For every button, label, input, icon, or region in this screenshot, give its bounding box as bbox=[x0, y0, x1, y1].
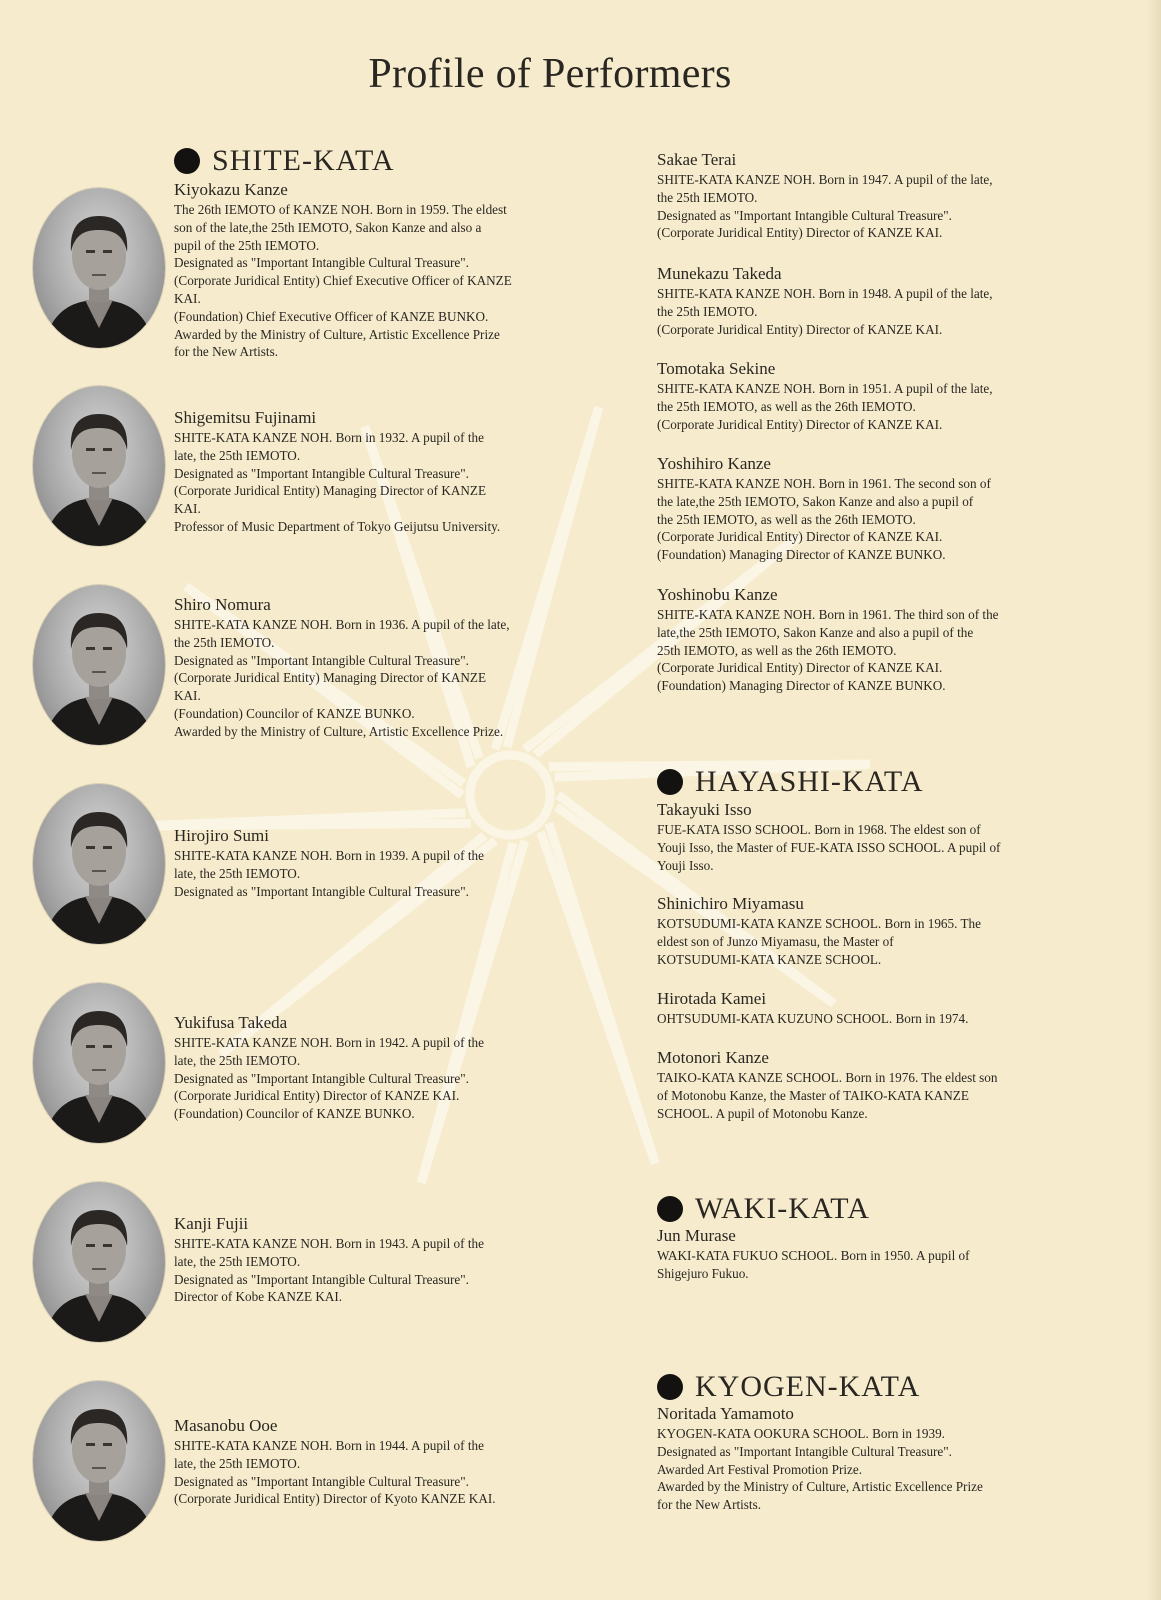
portrait-photo bbox=[33, 784, 165, 944]
performer-name: Takayuki Isso bbox=[657, 800, 752, 819]
performer-name: Shiro Nomura bbox=[174, 595, 271, 614]
performer-name: Tomotaka Sekine bbox=[657, 359, 776, 378]
section-heading-label: SHITE-KATA bbox=[212, 144, 395, 177]
performer-description: TAIKO-KATA KANZE SCHOOL. Born in 1976. The eldest son of Motonobu Kanze, the Master of TAIKO-KATA KANZE SCHOOL. A pupil of Motonobu Kanze. bbox=[657, 1070, 998, 1121]
portrait-photo bbox=[33, 983, 165, 1143]
performer-profile bbox=[657, 454, 1072, 564]
performer-description: SHITE-KATA KANZE NOH. Born in 1947. A pupil of the late, the 25th IEMOTO. Designated as "Important Intangible Cultural Treasure". (Corporate Juridical Entity) Director of KANZE KAI. bbox=[657, 172, 993, 241]
page-edge-shade bbox=[1147, 0, 1161, 1600]
performer-description: The 26th IEMOTO of KANZE NOH. Born in 1959. The eldest son of the late,the 25th IEMOTO, Sakon Kanze and also a pupil of the 25th IEMOTO. Designated as "Important Intangible Cultural Treasure". (Corporate Juridical Entity) Chief Executive Officer of KANZE KAI. (Foundation) Chief Executive Officer of KANZE BUNKO. Awarded by the Ministry of Culture, Artistic Excellence Prize for the New Artists. bbox=[174, 202, 512, 360]
section-heading-label: WAKI-KATA bbox=[695, 1192, 870, 1225]
performer-description: KYOGEN-KATA OOKURA SCHOOL. Born in 1939. Designated as "Important Intangible Cultural Treasure". Awarded Art Festival Promotion Prize. Awarded by the Ministry of Culture, Artistic Excellence Prize for the New Artists. bbox=[657, 1426, 983, 1513]
person-silhouette-icon bbox=[33, 1381, 165, 1541]
performer-name: Kiyokazu Kanze bbox=[174, 180, 288, 199]
performer-profile bbox=[174, 1214, 574, 1306]
filled-circle-icon bbox=[174, 148, 200, 174]
performer-name: Motonori Kanze bbox=[657, 1048, 769, 1067]
person-silhouette-icon bbox=[33, 784, 165, 944]
performer-description: SHITE-KATA KANZE NOH. Born in 1948. A pupil of the late, the 25th IEMOTO. (Corporate Juridical Entity) Director of KANZE KAI. bbox=[657, 286, 993, 337]
performer-name: Shigemitsu Fujinami bbox=[174, 408, 317, 427]
performer-profile bbox=[174, 1013, 574, 1123]
performer-description: SHITE-KATA KANZE NOH. Born in 1961. The second son of the late,the 25th IEMOTO, Sakon Kanze and also a pupil of the 25th IEMOTO, as well as the 26th IEMOTO. (Corporate Juridical Entity) Director of KANZE KAI. (Foundation) Managing Director of KANZE BUNKO. bbox=[657, 476, 991, 563]
performer-description: SHITE-KATA KANZE NOH. Born in 1932. A pupil of the late, the 25th IEMOTO. Designated as "Important Intangible Cultural Treasure". (Corporate Juridical Entity) Managing Director of KANZE KAI. Professor of Music Department of Tokyo Geijutsu University. bbox=[174, 430, 501, 534]
portrait-photo bbox=[33, 1182, 165, 1342]
performer-profile bbox=[174, 826, 574, 900]
performer-name: Kanji Fujii bbox=[174, 1214, 249, 1233]
performer-profile bbox=[657, 585, 1072, 695]
page-title: Profile of Performers bbox=[368, 51, 732, 97]
emblem-arm bbox=[150, 813, 471, 826]
section-heading-kyogen-kata bbox=[657, 1369, 920, 1405]
performer-profile bbox=[657, 264, 1072, 338]
performer-description: OHTSUDUMI-KATA KUZUNO SCHOOL. Born in 1974. bbox=[657, 1011, 969, 1026]
person-silhouette-icon bbox=[33, 585, 165, 745]
section-heading-label: HAYASHI-KATA bbox=[695, 765, 924, 798]
performer-profile bbox=[657, 359, 1072, 433]
performer-profile bbox=[174, 180, 574, 361]
performer-profile bbox=[657, 989, 1072, 1028]
filled-circle-icon bbox=[657, 1196, 683, 1222]
performer-name: Hirojiro Sumi bbox=[174, 826, 269, 845]
performer-profile bbox=[174, 408, 574, 536]
performer-name: Noritada Yamamoto bbox=[657, 1404, 794, 1423]
performer-profile bbox=[657, 1048, 1072, 1122]
portrait-photo bbox=[33, 585, 165, 745]
performer-name: Shinichiro Miyamasu bbox=[657, 894, 804, 913]
performer-profile bbox=[657, 150, 1072, 242]
performer-name: Yoshinobu Kanze bbox=[657, 585, 778, 604]
performer-profile bbox=[174, 595, 574, 741]
performer-profile bbox=[657, 894, 1072, 968]
performer-description: KOTSUDUMI-KATA KANZE SCHOOL. Born in 1965. The eldest son of Junzo Miyamasu, the Master of KOTSUDUMI-KATA KANZE SCHOOL. bbox=[657, 916, 981, 967]
performer-name: Hirotada Kamei bbox=[657, 989, 767, 1008]
performer-profile bbox=[657, 1404, 1072, 1514]
person-silhouette-icon bbox=[33, 188, 165, 348]
section-heading-label: KYOGEN-KATA bbox=[695, 1370, 921, 1403]
person-silhouette-icon bbox=[33, 1182, 165, 1342]
section-heading-waki-kata bbox=[657, 1191, 870, 1227]
performer-description: SHITE-KATA KANZE NOH. Born in 1961. The third son of the late,the 25th IEMOTO, Sakon Kanze and also a pupil of the 25th IEMOTO, as well as the 26th IEMOTO. (Corporate Juridical Entity) Director of KANZE KAI. (Foundation) Managing Director of KANZE BUNKO. bbox=[657, 607, 999, 694]
filled-circle-icon bbox=[657, 1374, 683, 1400]
performer-description: SHITE-KATA KANZE NOH. Born in 1939. A pupil of the late, the 25th IEMOTO. Designated as "Important Intangible Cultural Treasure". bbox=[174, 848, 484, 899]
portrait-photo bbox=[33, 1381, 165, 1541]
performer-profile bbox=[657, 800, 1072, 874]
performer-profile bbox=[657, 1226, 1072, 1283]
performer-name: Masanobu Ooe bbox=[174, 1416, 278, 1435]
performer-description: SHITE-KATA KANZE NOH. Born in 1936. A pupil of the late, the 25th IEMOTO. Designated as "Important Intangible Cultural Treasure". (Corporate Juridical Entity) Managing Director of KANZE KAI. (Foundation) Councilor of KANZE BUNKO. Awarded by the Ministry of Culture, Artistic Excellence Prize. bbox=[174, 617, 510, 739]
performer-description: SHITE-KATA KANZE NOH. Born in 1943. A pupil of the late, the 25th IEMOTO. Designated as "Important Intangible Cultural Treasure". Director of Kobe KANZE KAI. bbox=[174, 1236, 484, 1305]
performer-name: Sakae Terai bbox=[657, 150, 737, 169]
performer-description: SHITE-KATA KANZE NOH. Born in 1951. A pupil of the late, the 25th IEMOTO, as well as the 26th IEMOTO. (Corporate Juridical Entity) Director of KANZE KAI. bbox=[657, 381, 993, 432]
portrait-photo bbox=[33, 188, 165, 348]
performer-description: SHITE-KATA KANZE NOH. Born in 1944. A pupil of the late, the 25th IEMOTO. Designated as "Important Intangible Cultural Treasure". (Corporate Juridical Entity) Director of Kyoto KANZE KAI. bbox=[174, 1438, 496, 1507]
performer-name: Yoshihiro Kanze bbox=[657, 454, 771, 473]
section-heading-hayashi-kata bbox=[657, 764, 924, 800]
section-heading-shite-kata bbox=[174, 143, 395, 179]
performer-name: Jun Murase bbox=[657, 1226, 736, 1245]
performer-name: Yukifusa Takeda bbox=[174, 1013, 288, 1032]
portrait-photo bbox=[33, 386, 165, 546]
performer-name: Munekazu Takeda bbox=[657, 264, 782, 283]
filled-circle-icon bbox=[657, 769, 683, 795]
performer-description: SHITE-KATA KANZE NOH. Born in 1942. A pupil of the late, the 25th IEMOTO. Designated as "Important Intangible Cultural Treasure". (Corporate Juridical Entity) Director of KANZE KAI. (Foundation) Councilor of KANZE BUNKO. bbox=[174, 1035, 484, 1122]
person-silhouette-icon bbox=[33, 386, 165, 546]
performer-profile bbox=[174, 1416, 574, 1508]
performer-description: WAKI-KATA FUKUO SCHOOL. Born in 1950. A pupil of Shigejuro Fukuo. bbox=[657, 1248, 970, 1281]
person-silhouette-icon bbox=[33, 983, 165, 1143]
performer-description: FUE-KATA ISSO SCHOOL. Born in 1968. The eldest son of Youji Isso, the Master of FUE-KATA ISSO SCHOOL. A pupil of Youji Isso. bbox=[657, 822, 1001, 873]
